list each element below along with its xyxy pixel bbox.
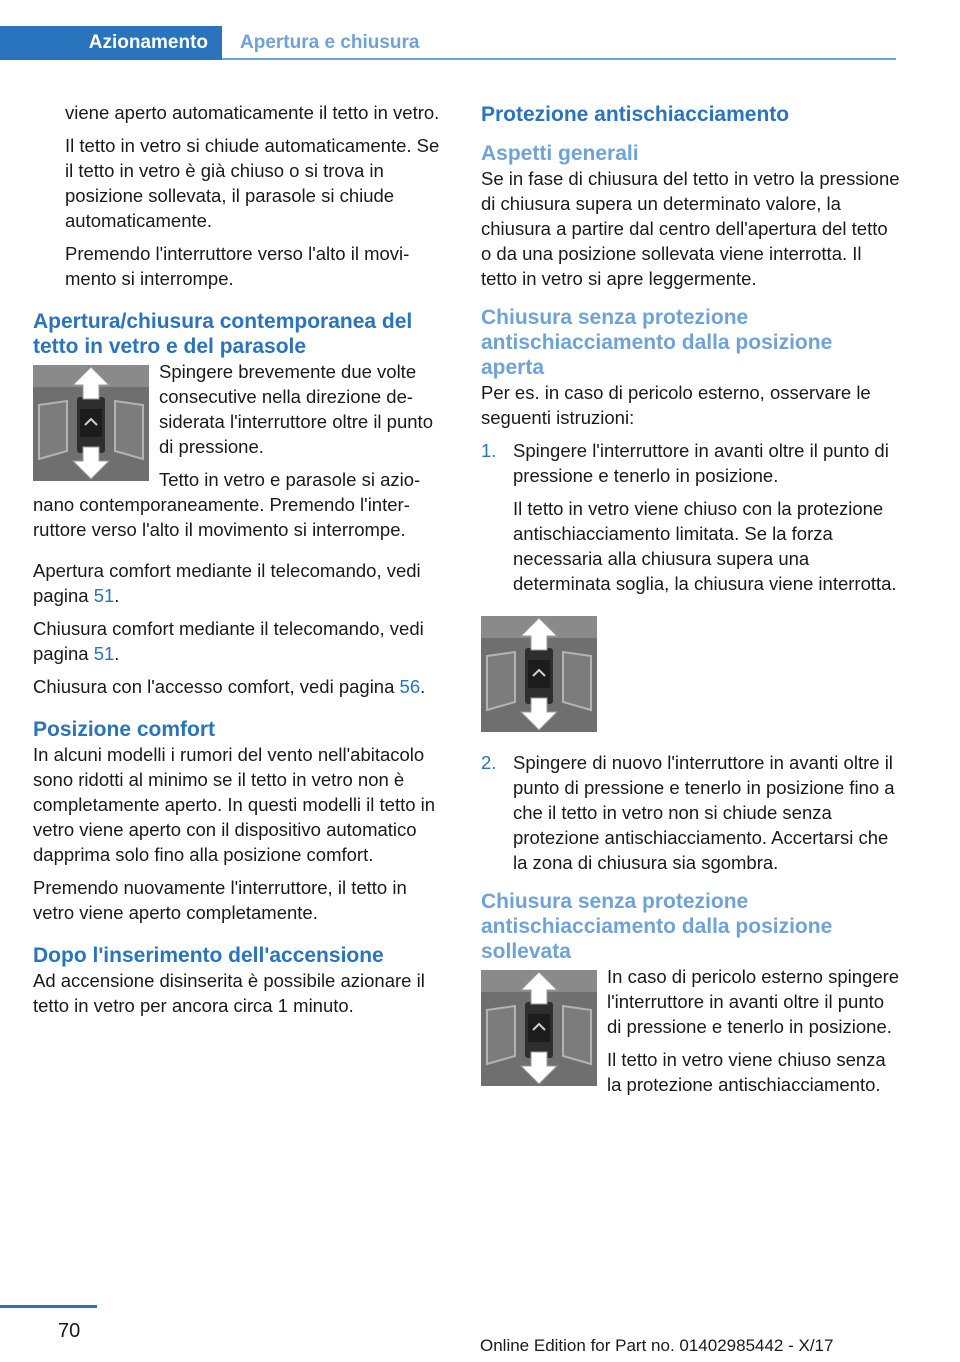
paragraph: In alcuni modelli i rumori del vento nell'abitacolo sono ridotti al minimo se il tetto in vetro non è completamente aperto. In questi modelli il tetto in vetro viene aperto con il dispositivo automatico dapprima solo fino alla posizione comfort. bbox=[33, 744, 436, 865]
section-tab-current[interactable]: Apertura e chiusura bbox=[240, 32, 420, 53]
paragraph: In caso di pericolo esterno spingere l'interruttore in avanti oltre il punto di pressione e tenerlo in posizione. bbox=[607, 966, 900, 1037]
paragraph: Tetto in vetro e parasole si azionano contemporaneamente. Premendo l'interruttore verso l'alto il movimento si interrompe. bbox=[33, 469, 421, 540]
switch-illustration bbox=[33, 365, 149, 481]
list-number: 2. bbox=[481, 752, 497, 773]
list-item bbox=[481, 438, 901, 596]
switch-illustration bbox=[481, 970, 597, 1086]
section-heading: Dopo l'inserimento dell'accensione bbox=[33, 944, 384, 967]
switch-illustration bbox=[481, 616, 597, 732]
subsection-heading: Aspetti generali bbox=[481, 142, 639, 165]
paragraph: Spingere l'interruttore in avanti oltre il punto di pressione e tenerlo in posizione. bbox=[513, 440, 889, 486]
page-header bbox=[0, 26, 896, 62]
section-tab-active[interactable]: Azionamento bbox=[0, 26, 222, 60]
subsection-heading: Chiusura senza protezione antischiacciamento dalla posizione sollevata bbox=[481, 890, 833, 963]
paragraph: Il tetto in vetro si chiude automaticamente. Se il tetto in vetro è già chiuso o si trova in posizione sollevata, il parasole si chiude automaticamente. bbox=[65, 135, 440, 231]
paragraph: Chiusura con l'accesso comfort, vedi pagina 56. bbox=[33, 676, 426, 697]
page-link[interactable]: 51 bbox=[93, 643, 115, 664]
paragraph: Ad accensione disinserita è possibile azionare il tetto in vetro per ancora circa 1 minuto. bbox=[33, 970, 425, 1016]
paragraph: Spingere brevemente due volte consecutive nella direzione desiderata l'interruttore oltre il punto di pressione. bbox=[159, 361, 433, 457]
paragraph: Per es. in caso di pericolo esterno, osservare le seguenti istruzioni: bbox=[481, 382, 871, 428]
list-number: 1. bbox=[481, 440, 497, 461]
section-heading: Apertura/chiusura contemporanea del tetto in vetro e del parasole bbox=[33, 310, 413, 358]
paragraph: Premendo l'interruttore verso l'alto il movimento si interrompe. bbox=[65, 243, 410, 289]
header-divider bbox=[222, 58, 896, 60]
edition-note: Online Edition for Part no. 01402985442 - X/17 bbox=[480, 1336, 834, 1355]
footer-divider bbox=[0, 1305, 97, 1308]
paragraph: viene aperto automaticamente il tetto in vetro. bbox=[65, 102, 440, 123]
section-heading: Protezione antischiacciamento bbox=[481, 103, 790, 126]
page-link[interactable]: 51 bbox=[93, 585, 115, 606]
subsection-heading: Chiusura senza protezione antischiacciamento dalla posizione aperta bbox=[481, 306, 833, 379]
left-column bbox=[33, 100, 443, 1026]
list-item bbox=[481, 750, 901, 875]
paragraph: Il tetto in vetro viene chiuso con la protezione antischiacciamento limitata. Se la forza necessaria alla chiusura supera una determinata soglia, la chiusura viene interrotta. bbox=[513, 498, 897, 594]
page-link[interactable]: 56 bbox=[399, 676, 421, 697]
paragraph: Spingere di nuovo l'interruttore in avanti oltre il punto di pressione e tenerlo in posizione fino a che il tetto in vetro non si chiude senza protezione antischiacciamento. Accertarsi che la zona di chiusura sia sgombra. bbox=[513, 752, 895, 873]
paragraph: Chiusura comfort mediante il telecomando, vedi pagina 51. bbox=[33, 618, 424, 664]
paragraph: Premendo nuovamente l'interruttore, il tetto in vetro viene aperto completamente. bbox=[33, 877, 407, 923]
page-number: 70 bbox=[58, 1320, 81, 1342]
paragraph: Se in fase di chiusura del tetto in vetro la pressione di chiusura supera un determinato valore, la chiusura a partire dal centro dell'apertura del tetto o da una posizione sollevata viene interrotta. Il tetto in vetro si apre leggermente. bbox=[481, 168, 900, 289]
paragraph: Apertura comfort mediante il telecomando, vedi pagina 51. bbox=[33, 560, 421, 606]
continued-text bbox=[33, 100, 443, 291]
right-column bbox=[481, 100, 901, 1105]
paragraph: Il tetto in vetro viene chiuso senza la protezione antischiacciamento. bbox=[607, 1049, 886, 1095]
section-heading: Posizione comfort bbox=[33, 718, 216, 741]
